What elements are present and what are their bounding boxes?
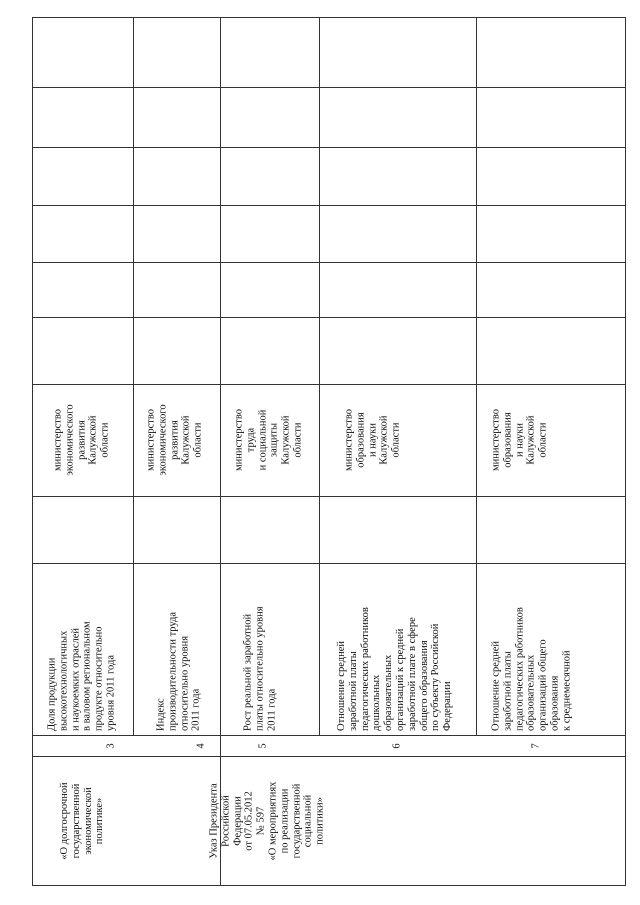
responsible-text: министерство экономического развития Калужской области [52,404,111,476]
column-divider [32,87,626,88]
cell-number-2 [133,735,220,756]
cell-indicator-5 [476,563,625,735]
indicator-text: Доля продукции высокотехнологичных и наукоемких отраслей в валовом региональном продукте относительно уровня 2011 года [46,621,117,731]
cell-responsible-2 [133,384,220,496]
row-number: 4 [195,742,207,749]
cell-number-1 [32,735,133,756]
basis-text: «О долгосрочной государственной экономической политике» [58,781,106,860]
indicator-text: Рост реальной заработной платы относительно уровня 2011 года [242,606,277,731]
cell-responsible-4 [319,384,476,496]
row-number: 5 [257,742,269,749]
column-divider [32,317,626,318]
indicator-text: Отношение средней заработной платы педагогических работников дошкольных образовательных организаций к средней заработной плате в сфере общего образования по субъекту Российской Федерации [336,607,454,731]
column-divider [32,147,626,148]
cell-responsible-5 [476,384,625,496]
cell-number-3 [220,735,319,756]
table-border-bottom [32,885,626,886]
column-divider [32,496,626,497]
table-border-top [32,17,626,18]
cell-number-4 [319,735,476,756]
cell-basis-1 [32,756,133,885]
column-divider [32,262,626,263]
indicator-text: Отношение средней заработной платы педагогических работников образовательных организаций общего образования к среднемесячной [490,607,573,731]
cell-indicator-3 [220,563,319,735]
row-number: 3 [105,742,117,749]
responsible-text: министерство труда и социальной защиты Калужской области [233,408,304,472]
table-border-right [625,17,626,886]
cell-responsible-1 [32,384,133,496]
column-divider [32,205,626,206]
cell-basis-3 [208,756,326,885]
cell-indicator-2 [133,563,220,735]
responsible-text: министерство образования и науки Калужской области [490,408,549,472]
cell-indicator-4 [319,563,476,735]
row-number: 6 [391,742,403,749]
row-number: 7 [530,742,542,749]
cell-indicator-1 [32,563,133,735]
responsible-text: министерство образования и науки Калужской области [343,408,402,472]
cell-responsible-3 [220,384,319,496]
cell-number-5 [476,735,625,756]
indicator-text: Индекс производительности труда относительно уровня 2011 года [155,611,202,731]
basis-text: Указ Президента Российской Федерации от 07.05.2012 № 597 «О мероприятиях по реализации государственной социальной политики» [208,781,326,860]
responsible-text: министерство экономического развития Калужской области [145,404,204,476]
